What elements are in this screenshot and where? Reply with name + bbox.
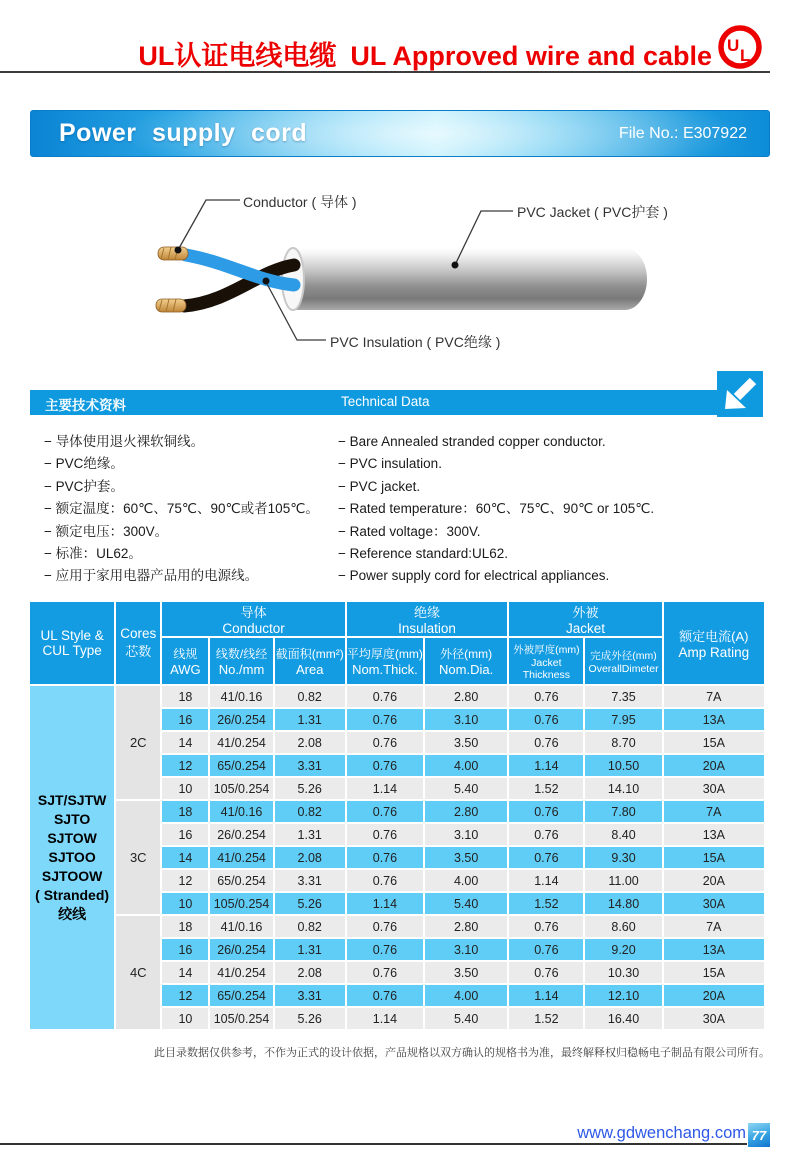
spec-cell: 10.30 [585,962,661,983]
spec-cell: 15A [664,847,764,868]
cores-cell: 2C [116,686,160,799]
group-header-insulation: 绝缘 Insulation [347,602,507,636]
spec-cell: 14 [162,962,208,983]
header-title-en: UL Approved wire and cable [350,41,712,71]
spec-cell: 41/0.16 [210,801,272,822]
ul-style-line: SJTOO [48,849,96,865]
spec-cell: 16 [162,939,208,960]
spec-cell: 0.82 [275,801,345,822]
ul-style-cell [30,686,114,1029]
spec-cell: 30A [664,1008,764,1029]
copper-conductor-bottom [156,299,186,312]
spec-cell: 0.76 [347,870,423,891]
spec-cell: 2.08 [275,732,345,753]
arrow-corner-logo [717,371,763,417]
pvc-jacket-label: PVC Jacket ( PVC护套 ) [517,204,668,220]
spec-cell: 8.60 [585,916,661,937]
ul-style-line: SJTOOW [41,868,103,884]
spec-cell: 1.14 [509,755,583,776]
spec-cell: 0.76 [509,962,583,983]
page-number-badge: 77 [748,1123,770,1147]
spec-cell: 1.31 [275,709,345,730]
header-title-cn: UL认证电线电缆 [138,41,337,71]
ul-style-line: ( Stranded) [35,887,110,903]
feature-item-cn: − 标准：UL62。 [44,543,319,565]
spec-cell: 0.76 [509,824,583,845]
spec-cell: 0.76 [509,732,583,753]
spec-cell: 0.76 [509,939,583,960]
feature-item-en: − Rated temperature：60℃、75℃、90℃ or 105℃. [338,498,654,520]
spec-cell: 13A [664,709,764,730]
spec-cell: 1.31 [275,824,345,845]
group-header-conductor: 导体 Conductor [162,602,345,636]
spec-cell: 10 [162,778,208,799]
spec-cell: 15A [664,732,764,753]
col-header-ul-style: UL Style & CUL Type [30,602,114,684]
feature-item-en: − Power supply cord for electrical appliances. [338,565,654,587]
spec-cell: 7.95 [585,709,661,730]
feature-item-cn: − 额定温度：60℃、75℃、90℃或者105℃。 [44,498,319,520]
spec-cell: 65/0.254 [210,870,272,891]
spec-cell: 105/0.254 [210,778,272,799]
col-header-jacket-thickness: 外被厚度(mm) Jacket Thickness [509,638,583,684]
spec-cell: 0.76 [347,801,423,822]
spec-cell: 3.10 [425,709,507,730]
spec-cell: 18 [162,686,208,707]
spec-cell: 41/0.254 [210,732,272,753]
col-header-area: 截面积(mm²) Area [275,638,345,684]
technical-data-bar [30,390,730,415]
spec-cell: 12 [162,985,208,1006]
features-list-en [338,431,654,588]
tech-title-en: Technical Data [341,394,430,409]
col-header-no-mm: 线数/线经 No./mm [210,638,272,684]
spec-cell: 1.14 [509,985,583,1006]
spec-cell: 10.50 [585,755,661,776]
ul-style-line: SJT/SJTW [37,792,107,808]
file-number: File No.: E307922 [618,125,747,142]
spec-cell: 41/0.16 [210,686,272,707]
spec-cell: 0.76 [347,709,423,730]
feature-item-en: − Bare Annealed stranded copper conductor. [338,431,654,453]
spec-cell: 26/0.254 [210,939,272,960]
spec-cell: 0.82 [275,686,345,707]
spec-cell: 4.00 [425,870,507,891]
spec-cell: 13A [664,824,764,845]
spec-cell: 1.31 [275,939,345,960]
svg-text:L: L [740,46,751,65]
spec-cell: 3.50 [425,732,507,753]
spec-cell: 15A [664,962,764,983]
pvc-insulation-label: PVC Insulation ( PVC绝缘 ) [330,334,501,350]
spec-cell: 26/0.254 [210,824,272,845]
spec-cell: 0.76 [509,916,583,937]
spec-cell: 11.00 [585,870,661,891]
spec-cell: 16 [162,824,208,845]
ul-style-line: SJTOW [47,830,97,846]
feature-item-en: − PVC insulation. [338,453,654,475]
conductor-label: Conductor ( 导体 ) [243,194,357,210]
feature-item-cn: − PVC护套。 [44,476,319,498]
spec-cell: 0.76 [509,801,583,822]
spec-cell: 0.76 [347,962,423,983]
col-header-awg: 线规 AWG [162,638,208,684]
page-header-title [0,34,712,73]
spec-cell: 65/0.254 [210,985,272,1006]
cores-cell: 4C [116,916,160,1029]
spec-cell: 10 [162,1008,208,1029]
spec-cell: 20A [664,755,764,776]
spec-cell: 3.31 [275,870,345,891]
spec-cell: 2.08 [275,847,345,868]
spec-cell: 30A [664,893,764,914]
spec-cell: 18 [162,916,208,937]
spec-cell: 41/0.254 [210,962,272,983]
spec-cell: 16.40 [585,1008,661,1029]
spec-cell: 5.26 [275,893,345,914]
col-header-cores: Cores 芯数 [116,602,160,684]
table-row [30,916,764,937]
feature-item-en: − PVC jacket. [338,476,654,498]
ul-certification-icon [716,24,764,72]
spec-cell: 9.30 [585,847,661,868]
spec-cell: 0.76 [347,847,423,868]
spec-cell: 0.76 [347,755,423,776]
spec-cell: 4.00 [425,985,507,1006]
spec-cell: 7.35 [585,686,661,707]
spec-cell: 12.10 [585,985,661,1006]
spec-cell: 41/0.16 [210,916,272,937]
tech-title-cn: 主要技术资料 [45,398,126,413]
spec-cell: 1.52 [509,893,583,914]
spec-cell: 1.14 [347,893,423,914]
spec-cell: 0.82 [275,916,345,937]
spec-cell: 0.76 [509,847,583,868]
feature-item-cn: − 额定电压：300V。 [44,521,319,543]
spec-cell: 2.08 [275,962,345,983]
spec-cell: 105/0.254 [210,893,272,914]
spec-cell: 3.50 [425,847,507,868]
spec-cell: 7A [664,801,764,822]
col-header-nom-thick: 平均厚度(mm) Nom.Thick. [347,638,423,684]
spec-cell: 3.31 [275,755,345,776]
spec-cell: 0.76 [347,916,423,937]
cable-diagram [30,173,770,373]
spec-cell: 18 [162,801,208,822]
spec-cell: 8.40 [585,824,661,845]
feature-item-cn: − 导体使用退火裸软铜线。 [44,431,319,453]
spec-cell: 1.14 [347,778,423,799]
feature-item-en: − Rated voltage：300V. [338,521,654,543]
spec-cell: 2.80 [425,916,507,937]
spec-cell: 0.76 [347,732,423,753]
spec-cell: 2.80 [425,801,507,822]
spec-table [28,600,766,1031]
spec-cell: 3.50 [425,962,507,983]
ul-style-line: SJTO [53,811,91,827]
spec-cell: 1.52 [509,778,583,799]
cores-cell: 3C [116,801,160,914]
spec-cell: 26/0.254 [210,709,272,730]
spec-cell: 5.40 [425,893,507,914]
spec-cell: 0.76 [347,939,423,960]
spec-cell: 41/0.254 [210,847,272,868]
svg-text:U: U [727,36,740,55]
spec-cell: 7.80 [585,801,661,822]
spec-cell: 0.76 [347,985,423,1006]
spec-cell: 14.80 [585,893,661,914]
spec-cell: 20A [664,985,764,1006]
spec-cell: 0.76 [347,824,423,845]
feature-item-cn: − 应用于家用电器产品用的电源线。 [44,565,319,587]
spec-cell: 20A [664,870,764,891]
col-header-nom-dia: 外径(mm) Nom.Dia. [425,638,507,684]
spec-cell: 13A [664,939,764,960]
spec-cell: 65/0.254 [210,755,272,776]
features-list-cn [44,431,319,588]
spec-cell: 10 [162,893,208,914]
ul-style-line: 绞线 [58,906,87,922]
group-header-jacket: 外被 Jacket [509,602,661,636]
spec-cell: 3.31 [275,985,345,1006]
spec-cell: 105/0.254 [210,1008,272,1029]
copper-conductor-top [158,247,188,260]
website-link[interactable]: www.gdwenchang.com [577,1124,746,1142]
spec-cell: 12 [162,755,208,776]
spec-cell: 14.10 [585,778,661,799]
col-header-overall-diameter: 完成外径(mm) OverallDimeter [585,638,661,684]
spec-cell: 1.52 [509,1008,583,1029]
spec-cell: 5.26 [275,778,345,799]
spec-cell: 1.14 [509,870,583,891]
spec-cell: 5.26 [275,1008,345,1029]
spec-cell: 5.40 [425,778,507,799]
spec-cell: 5.40 [425,1008,507,1029]
spec-cell: 0.76 [509,709,583,730]
spec-cell: 7A [664,916,764,937]
product-title: Power supply cord [59,119,308,147]
table-row [30,801,764,822]
table-row [30,686,764,707]
footer-divider [0,1143,747,1145]
svg-text:®: ® [729,61,735,68]
spec-cell: 0.76 [509,686,583,707]
spec-table-body [30,686,764,1029]
spec-cell: 16 [162,709,208,730]
spec-cell: 4.00 [425,755,507,776]
product-banner [30,110,770,157]
spec-cell: 3.10 [425,824,507,845]
spec-cell: 14 [162,847,208,868]
spec-cell: 2.80 [425,686,507,707]
spec-cell: 0.76 [347,686,423,707]
feature-item-cn: − PVC绝缘。 [44,453,319,475]
arrow-down-left-icon [717,371,763,417]
header-divider [0,71,770,73]
spec-cell: 14 [162,732,208,753]
spec-cell: 8.70 [585,732,661,753]
disclaimer-text: 此目录数据仅供参考，不作为正式的设计依据，产品规格以双方确认的规格书为准，最终解释权归稳畅电子制品有限公司所有。 [154,1047,770,1059]
col-header-amp-rating: 额定电流(A) Amp Rating [664,602,764,684]
spec-cell: 3.10 [425,939,507,960]
spec-cell: 1.14 [347,1008,423,1029]
spec-cell: 7A [664,686,764,707]
feature-item-en: − Reference standard:UL62. [338,543,654,565]
spec-cell: 12 [162,870,208,891]
spec-cell: 9.20 [585,939,661,960]
spec-cell: 30A [664,778,764,799]
